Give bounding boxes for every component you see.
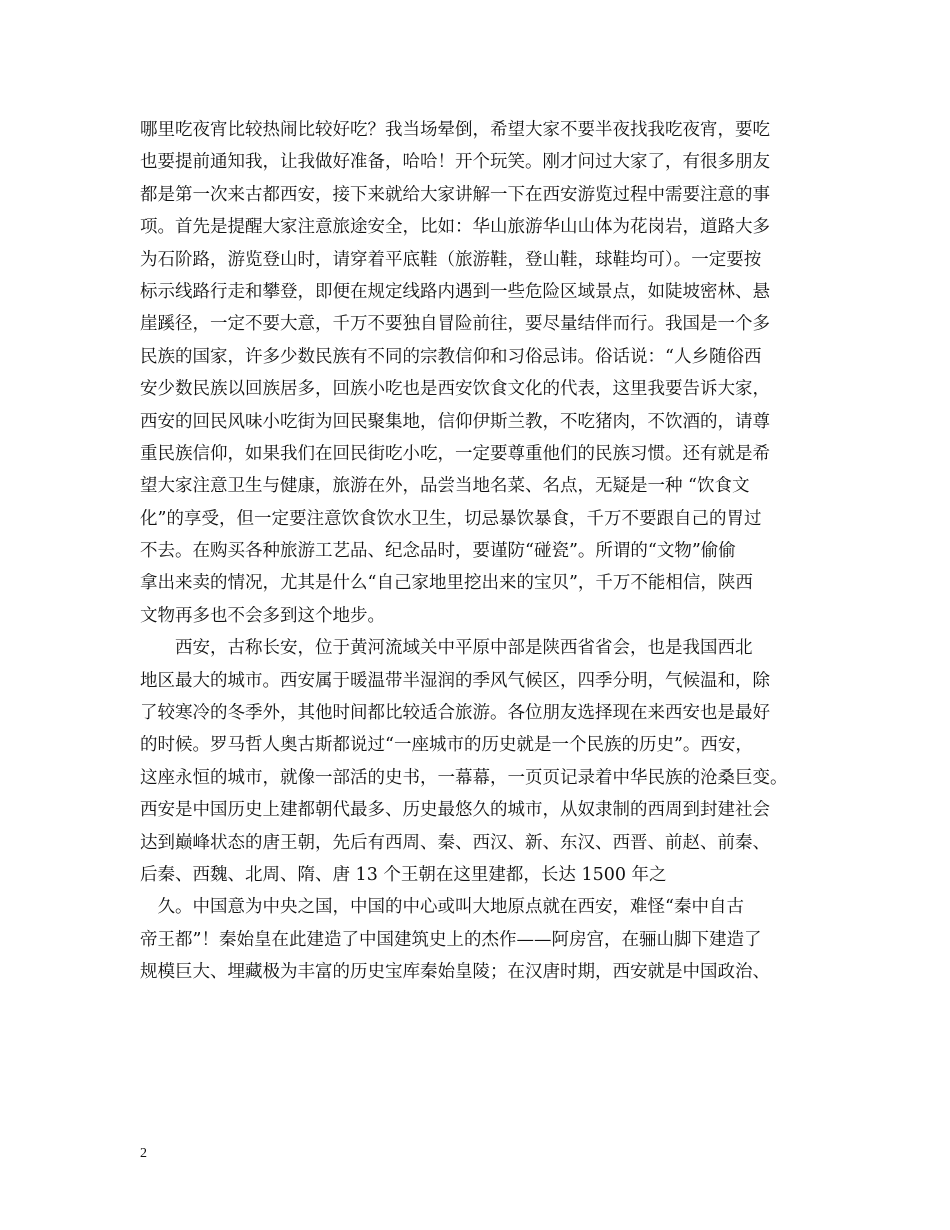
- text-line: 哪里吃夜宵比较热闹比较好吃？我当场晕倒，希望大家不要半夜找我吃夜宵，要吃: [140, 120, 770, 140]
- text-line: 久。中国意为中央之国，中国的中心或叫大地原点就在西安，难怪“秦中自古: [140, 897, 744, 918]
- text-line: 项。首先是提醒大家注意旅途安全，比如：华山旅游华山山体为花岗岩，道路大多: [140, 217, 770, 238]
- text-line: 规模巨大、埋藏极为丰富的历史宝库秦始皇陵；在汉唐时期，西安就是中国政治、: [140, 962, 770, 983]
- text-line: 标示线路行走和攀登，即便在规定线路内遇到一些危险区域景点，如陡坡密林、悬: [140, 281, 770, 302]
- text-line: 达到巅峰状态的唐王朝，先后有西周、秦、西汉、新、东汉、西晋、前赵、前秦、: [140, 832, 770, 853]
- text-line: 西安的回民风味小吃街为回民聚集地，信仰伊斯兰教，不吃猪肉，不饮酒的，请尊: [140, 411, 770, 432]
- text-line: 为石阶路，游览登山时，请穿着平底鞋（旅游鞋，登山鞋，球鞋均可）。一定要按: [140, 249, 762, 270]
- text-line: 地区最大的城市。西安属于暖温带半湿润的季风气候区，四季分明，气候温和，除: [140, 670, 770, 691]
- text-line: 望大家注意卫生与健康，旅游在外，品尝当地名菜、名点，无疑是一种 “饮食文: [140, 476, 750, 497]
- text-line: 安少数民族以回族居多，回族小吃也是西安饮食文化的代表，这里我要告诉大家，: [140, 379, 770, 400]
- text-line: 后秦、西魏、北周、隋、唐 13 个王朝在这里建都，长达 1500 年之: [140, 864, 667, 885]
- text-line: 重民族信仰，如果我们在回民街吃小吃，一定要尊重他们的民族习惯。还有就是希: [140, 443, 770, 464]
- text-line: 这座永恒的城市，就像一部活的史书，一幕幕，一页页记录着中华民族的沧桑巨变。: [140, 767, 788, 788]
- text-line: 文物再多也不会多到这个地步。: [140, 605, 385, 626]
- text-line: 西安，古称长安，位于黄河流域关中平原中部是陕西省省会，也是我国西北: [140, 638, 753, 659]
- text-line: 帝王都”！秦始皇在此建造了中国建筑史上的杰作——阿房宫，在骊山脚下建造了: [140, 929, 762, 950]
- text-line: 不去。在购买各种旅游工艺品、纪念品时，要谨防“碰瓷”。所谓的“文物”偷偷: [140, 541, 736, 562]
- text-line: 崖蹊径，一定不要大意，千万不要独自冒险前往，要尽量结伴而行。我国是一个多: [140, 314, 770, 335]
- body-text: [140, 114, 840, 989]
- text-line: 民族的国家，许多少数民族有不同的宗教信仰和习俗忌讳。俗话说：“人乡随俗西: [140, 346, 762, 367]
- text-line: 都是第一次来古都西安，接下来就给大家讲解一下在西安游览过程中需要注意的事: [140, 184, 770, 205]
- text-line: 化”的享受，但一定要注意饮食饮水卫生，切忌暴饮暴食，千万不要跟自己的胃过: [140, 508, 762, 529]
- text-line: 也要提前通知我，让我做好准备，哈哈！开个玩笑。刚才问过大家了，有很多朋友: [140, 152, 770, 173]
- text-line: 拿出来卖的情况，尤其是什么“自己家地里挖出来的宝贝”，千万不能相信，陕西: [140, 573, 753, 594]
- page-number: 2: [140, 1146, 147, 1161]
- text-line: 了较寒冷的冬季外，其他时间都比较适合旅游。各位朋友选择现在来西安也是最好: [140, 703, 770, 724]
- text-line: 的时候。罗马哲人奥古斯都说过“一座城市的历史就是一个民族的历史”。西安，: [140, 735, 753, 756]
- text-line: 西安是中国历史上建都朝代最多、历史最悠久的城市，从奴隶制的西周到封建社会: [140, 800, 770, 821]
